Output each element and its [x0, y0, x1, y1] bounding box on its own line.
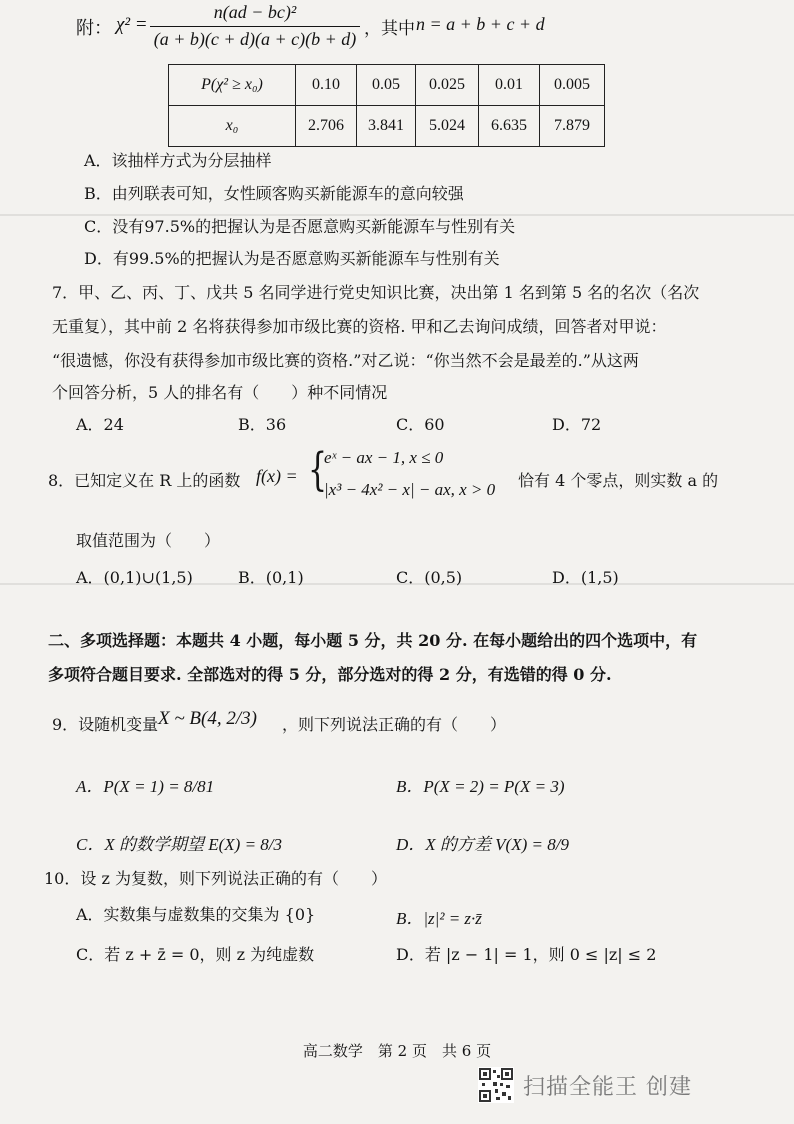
q7-option-c: C．60 [396, 415, 445, 434]
section-heading-line1: 二、多项选择题：本题共 4 小题，每小题 5 分，共 20 分. 在每小题给出的四个选项中，有 [48, 631, 698, 650]
q8-stem-suffix: 恰有 4 个零点，则实数 a 的 [518, 471, 719, 490]
q6-option-d: D．有99.5%的把握认为是否愿意购买新能源车与性别有关 [84, 249, 500, 268]
q7-stem-line3: “很遗憾，你没有获得参加市级比赛的资格.”对乙说：“你当然不会是最差的.”从这两 [52, 351, 639, 370]
q7-stem-line4: 个回答分析，5 人的排名有（ ）种不同情况 [52, 383, 388, 402]
q8-function-name: f(x) = [256, 466, 298, 486]
q6-option-a: A．该抽样方式为分层抽样 [84, 151, 272, 170]
formula-prefix: 附： [76, 18, 112, 39]
q7-option-d: D．72 [552, 415, 602, 434]
q8-option-b: B．(0,1) [238, 568, 304, 587]
table-cell: 0.025 [416, 65, 479, 106]
table-cell: 7.879 [540, 106, 605, 147]
formula-denominator: (a + b)(c + d)(a + c)(b + d) [153, 29, 357, 49]
q8-stem-line2: 取值范围为（ ） [76, 531, 221, 550]
q10-option-c: C．若 z + z̄ = 0，则 z 为纯虚数 [76, 945, 315, 964]
q8-stem-prefix: 8．已知定义在 R 上的函数 [48, 471, 241, 490]
q8-option-c: C．(0,5) [396, 568, 463, 587]
q9-option-b: B．P(X = 2) = P(X = 3) [396, 777, 565, 796]
chi-square-table [168, 64, 605, 147]
formula-lhs: χ² = [116, 14, 148, 35]
fraction-bar [150, 26, 360, 27]
q7-option-a: A．24 [76, 415, 124, 434]
q8-case-1: eˣ − ax − 1, x ≤ 0 [324, 448, 444, 467]
formula-numerator: n(ad − bc)² [213, 2, 297, 22]
q10-option-d: D．若 |z − 1| = 1，则 0 ≤ |z| ≤ 2 [396, 945, 657, 964]
table-cell: 3.841 [357, 106, 416, 147]
table-header-cell: x₀ [169, 106, 296, 147]
q6-option-b: B．由列联表可知，女性顾客购买新能源车的意向较强 [84, 184, 464, 203]
qr-code-icon [478, 1067, 514, 1103]
page-footer: 高二数学 第 2 页 共 6 页 [302, 1042, 492, 1060]
q10-option-a: A．实数集与虚数集的交集为 {0} [76, 905, 316, 924]
q7-stem-line2: 无重复），其中前 2 名将获得参加市级比赛的资格. 甲和乙去询问成绩，回答者对甲说： [52, 317, 667, 336]
q9-stem-suffix: ，则下列说法正确的有（ ） [282, 715, 507, 734]
table-cell: 0.01 [479, 65, 540, 106]
q9-stem-prefix: 9．设随机变量 [52, 715, 159, 734]
q8-option-d: D．(1,5) [552, 568, 619, 587]
q10-option-b: B．|z|² = z·z̄ [396, 909, 482, 928]
table-cell: 5.024 [416, 106, 479, 147]
formula-n-def: n = a + b + c + d [416, 14, 545, 34]
table-header-cell: P(χ² ≥ x₀) [169, 65, 296, 106]
table-row [169, 65, 605, 106]
q9-option-a: A．P(X = 1) = 8/81 [76, 777, 215, 796]
q8-option-a: A．(0,1)∪(1,5) [76, 568, 193, 587]
q8-case-2: |x³ − 4x² − x| − ax, x > 0 [324, 480, 496, 499]
scanner-watermark: 扫描全能王 创建 [523, 1075, 692, 1100]
section-heading-line2: 多项符合题目要求. 全部选对的得 5 分，部分选对的得 2 分，有选错的得 0 分. [48, 665, 612, 684]
table-cell: 0.05 [357, 65, 416, 106]
formula-suffix: ，其中 [364, 19, 415, 39]
q7-stem-line1: 7．甲、乙、丙、丁、戊共 5 名同学进行党史知识比赛，决出第 1 名到第 5 名的名次（名次 [52, 283, 700, 302]
table-row [169, 106, 605, 147]
q9-option-c: C．X 的数学期望 E(X) = 8/3 [76, 835, 283, 854]
table-cell: 6.635 [479, 106, 540, 147]
q9-option-d: D．X 的方差 V(X) = 8/9 [396, 835, 569, 854]
q7-option-b: B．36 [238, 415, 287, 434]
q10-stem: 10．设 z 为复数，则下列说法正确的有（ ） [44, 869, 387, 888]
table-cell: 2.706 [296, 106, 357, 147]
q6-option-c: C．没有97.5%的把握认为是否愿意购买新能源车与性别有关 [84, 217, 516, 236]
table-cell: 0.005 [540, 65, 605, 106]
piecewise-brace: { [308, 444, 328, 497]
q9-distribution: X ~ B(4, 2/3) [158, 708, 257, 729]
formula-fraction [150, 2, 360, 50]
table-cell: 0.10 [296, 65, 357, 106]
